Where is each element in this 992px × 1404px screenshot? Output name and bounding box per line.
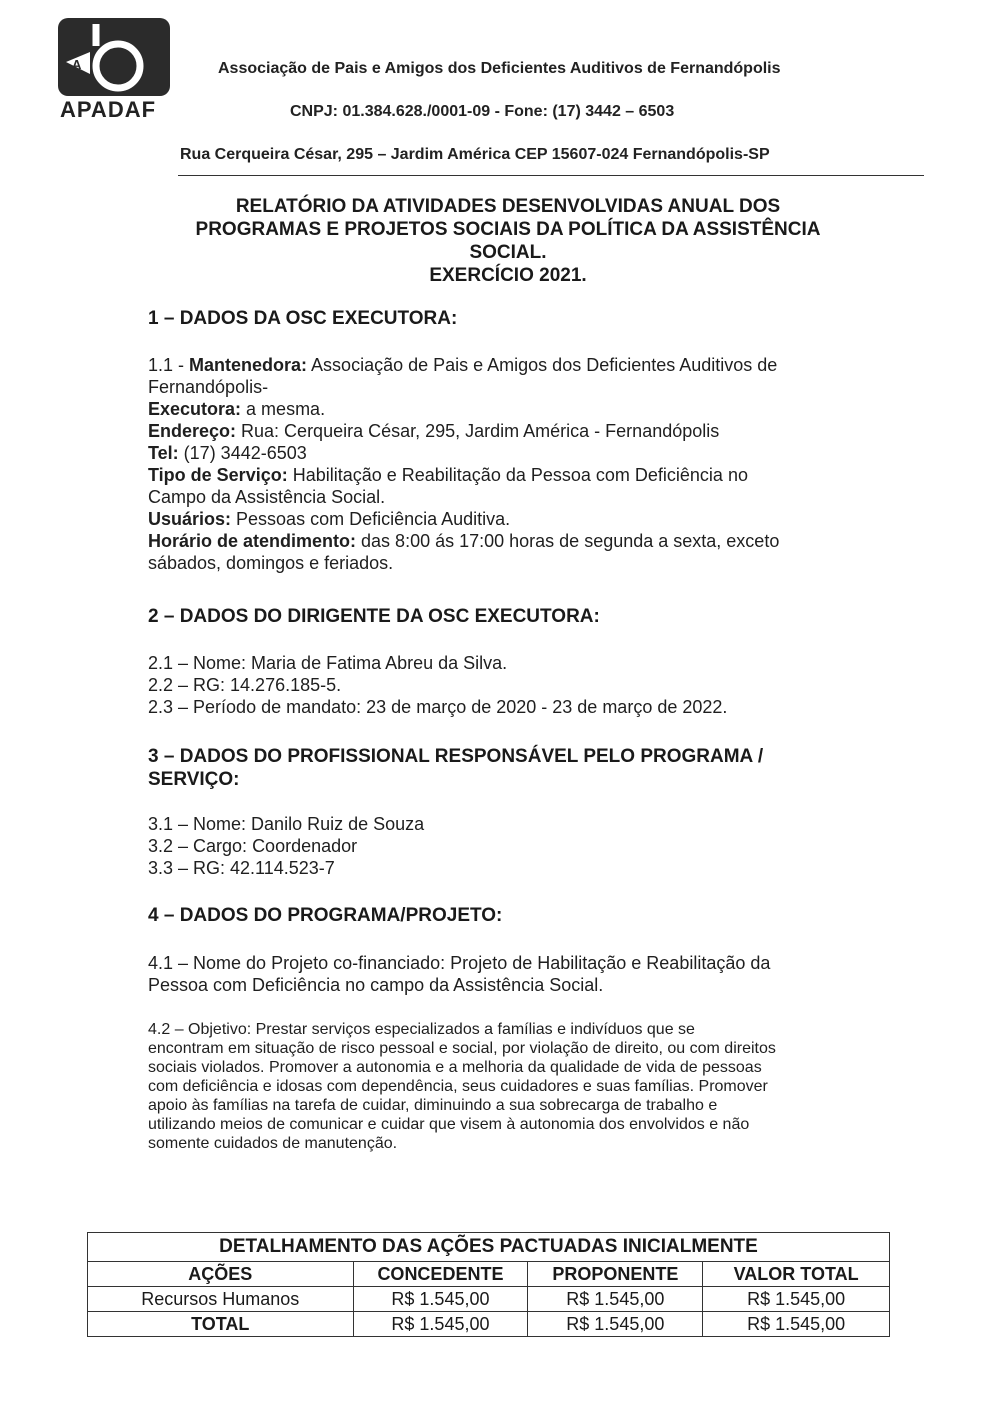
tel-value: (17) 3442-6503 [178,443,307,463]
tipo-servico-label: Tipo de Serviço: [148,465,288,485]
objective-line: utilizando meios de comunicar e cuidar que visem à autonomia dos envolvidos e não [148,1116,750,1133]
horario-label: Horário de atendimento: [148,531,357,551]
tel-label: Tel: [148,443,179,463]
header-acoes: AÇÕES [88,1262,354,1287]
cell-concedente: R$ 1.545,00 [353,1287,528,1312]
list-item: 3.2 – Cargo: Coordenador [148,836,358,856]
list-item: 2.1 – Nome: Maria de Fatima Abreu da Silva. [148,653,508,673]
cell-valor-total: R$ 1.545,00 [703,1287,890,1312]
tipo-servico-value: Habilitação e Reabilitação da Pessoa com Deficiência no [287,465,748,485]
section2-heading: 2 – DADOS DO DIRIGENTE DA OSC EXECUTORA: [148,606,600,627]
title-line: EXERCÍCIO 2021. [429,265,587,286]
table-caption-row [88,1233,890,1262]
cell-proponente: R$ 1.545,00 [528,1287,703,1312]
cell-total-valor: R$ 1.545,00 [703,1312,890,1337]
header-valor-total: VALOR TOTAL [703,1262,890,1287]
section4-heading: 4 – DADOS DO PROGRAMA/PROJETO: [148,905,503,926]
section4-objective [148,1020,858,1153]
project-name-line: 4.1 – Nome do Projeto co-financiado: Projeto de Habilitação e Reabilitação da [148,953,771,973]
header-proponente: PROPONENTE [528,1262,703,1287]
section4-item1 [148,952,860,996]
tipo-servico-value-cont: Campo da Assistência Social. [148,487,386,507]
logo-wordmark: APADAF [60,97,157,122]
executora-value: a mesma. [241,399,326,419]
mantenedora-label: Mantenedora: [189,355,308,375]
list-item: 3.1 – Nome: Danilo Ruiz de Souza [148,814,425,834]
executora-label: Executora: [148,399,242,419]
table-caption: DETALHAMENTO DAS AÇÕES PACTUADAS INICIALMENTE [88,1233,890,1262]
horario-value-cont: sábados, domingos e feriados. [148,553,394,573]
item-number: 1.1 - [148,355,190,375]
endereco-value: Rua: Cerqueira César, 295, Jardim América - Fernandópolis [236,421,720,441]
list-item: 3.3 – RG: 42.114.523-7 [148,858,335,878]
objective-line: somente cuidados de manutenção. [148,1135,398,1152]
cell-total-label: TOTAL [88,1312,354,1337]
mantenedora-value: Associação de Pais e Amigos dos Deficientes Auditivos de [307,355,778,375]
section3-body [148,813,860,879]
svg-text:A: A [72,57,82,72]
project-name-line: Pessoa com Deficiência no campo da Assistência Social. [148,975,604,995]
table-total-row [88,1312,890,1337]
mantenedora-value-cont: Fernandópolis- [148,377,269,397]
objective-line: encontram em situação de risco pessoal e social, por violação de direito, ou com direitos [148,1040,776,1057]
objective-line: apoio às famílias na tarefa de cuidar, diminuindo a sua sobrecarga de trabalho e [148,1097,718,1114]
objective-line: com deficiência e idosas com dependência, seus cuidadores e suas famílias. Promover [148,1078,768,1095]
cell-acao: Recursos Humanos [88,1287,354,1312]
cell-total-proponente: R$ 1.545,00 [528,1312,703,1337]
usuarios-value: Pessoas com Deficiência Auditiva. [231,509,511,529]
header-concedente: CONCEDENTE [353,1262,528,1287]
section1-body [148,354,860,574]
endereco-label: Endereço: [148,421,237,441]
org-address: Rua Cerqueira César, 295 – Jardim América CEP 15607-024 Fernandópolis-SP [180,146,770,163]
list-item: 2.2 – RG: 14.276.185-5. [148,675,342,695]
title-line: PROGRAMAS E PROJETOS SOCIAIS DA POLÍTICA DA ASSISTÊNCIA [195,219,821,240]
objective-line: 4.2 – Objetivo: Prestar serviços especializados a famílias e indivíduos que se [148,1021,695,1038]
section3-heading [148,745,763,791]
usuarios-label: Usuários: [148,509,232,529]
report-title [150,195,866,287]
list-item: 2.3 – Período de mandato: 23 de março de 2020 - 23 de março de 2022. [148,697,728,717]
section3-heading-line: 3 – DADOS DO PROFISSIONAL RESPONSÁVEL PELO PROGRAMA / [148,746,764,767]
objective-line: sociais violados. Promover a autonomia e a melhoria da qualidade de vida de pessoas [148,1059,762,1076]
header-divider [178,175,924,176]
section1-heading: 1 – DADOS DA OSC EXECUTORA: [148,308,458,329]
table-header-row [88,1262,890,1287]
title-line: SOCIAL. [469,242,547,263]
table-row [88,1287,890,1312]
horario-value: das 8:00 ás 17:00 horas de segunda a sexta, exceto [356,531,780,551]
title-line: RELATÓRIO DA ATIVIDADES DESENVOLVIDAS ANUAL DOS [235,196,781,217]
cell-total-concedente: R$ 1.545,00 [353,1312,528,1337]
section3-heading-line: SERVIÇO: [148,769,240,790]
actions-table [87,1232,890,1337]
cnpj-phone: CNPJ: 01.384.628./0001-09 - Fone: (17) 3442 – 6503 [290,103,675,120]
section2-body [148,652,860,718]
org-name: Associação de Pais e Amigos dos Deficientes Auditivos de Fernandópolis [218,60,781,77]
